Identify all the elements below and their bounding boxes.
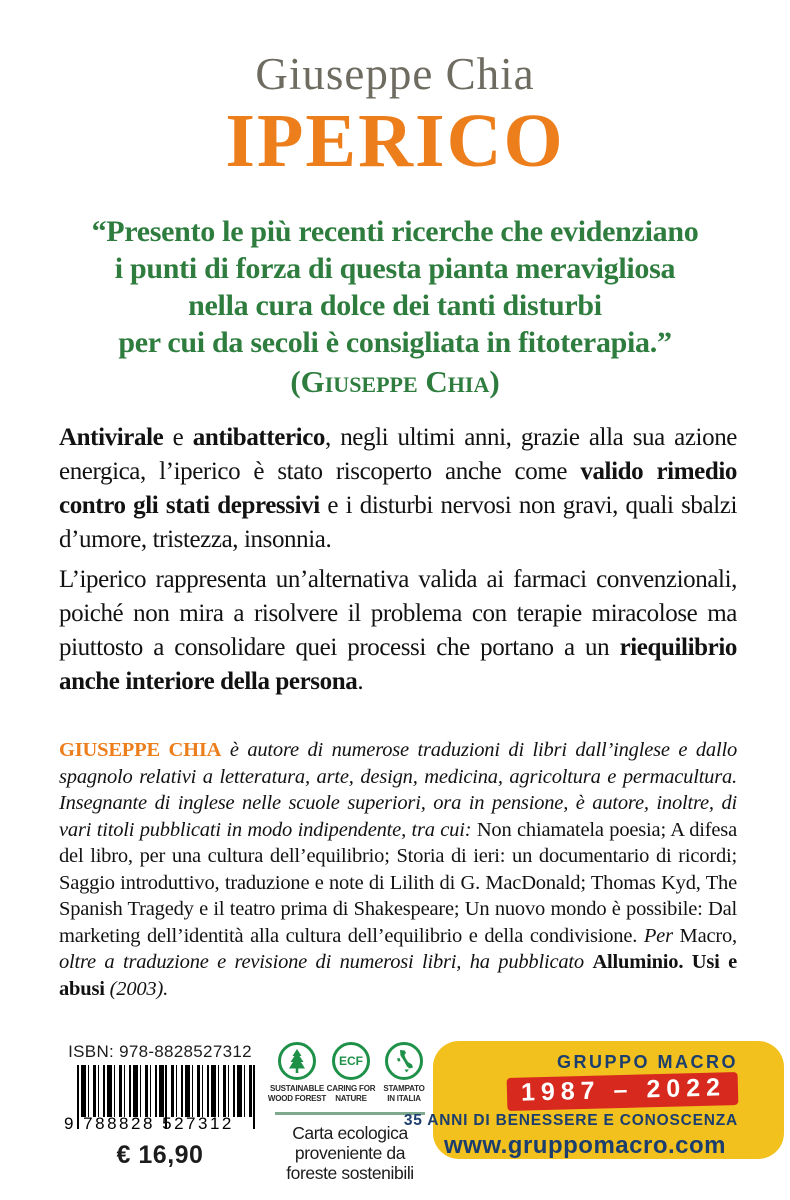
eco-note: [274, 1123, 426, 1183]
eco-note-line: proveniente da: [294, 1143, 406, 1163]
paragraph-iperico-alternativa: [59, 563, 737, 699]
book-title: IPERICO: [225, 99, 565, 183]
text-segment: e: [163, 424, 193, 451]
author-name: Giuseppe Chia: [255, 49, 535, 99]
cover-quote: [30, 213, 760, 361]
isbn-label: ISBN: 978-8828527312: [68, 1042, 252, 1061]
ecf-label: ECF: [339, 1054, 363, 1068]
quote-line: i punti di forza di questa pianta meravigliosa: [114, 252, 676, 285]
quote-line: “Presento le più recenti ricerche che evidenziano: [91, 215, 699, 248]
text-segment: , negli ultimi anni, grazie alla sua azione energica, l’iperico è stato riscoperto anche come: [59, 424, 738, 485]
publisher-tagline: 35 ANNI DI BENESSERE E CONOSCENZA: [403, 1112, 738, 1129]
badge-label-line: WOOD FOREST: [267, 1093, 327, 1103]
price: € 16,90: [116, 1141, 204, 1169]
eco-badge-label: [268, 1084, 326, 1103]
isbn-block: [60, 1042, 260, 1170]
badge-label-line: CARING FOR: [326, 1084, 376, 1093]
eco-badge-ecf: [328, 1042, 374, 1103]
eco-badge-row: [267, 1042, 426, 1103]
ecf-icon: [332, 1042, 370, 1080]
text-segment: e i disturbi nervosi non gravi, quali sbalzi d’umore, tristezza, insonnia.: [59, 492, 737, 553]
text-segment: Alluminio. Usi e abusi: [59, 951, 738, 1000]
badge-label-line: IN ITALIA: [387, 1093, 421, 1103]
barcode-digits: 9 788828 527312: [64, 1114, 234, 1133]
eco-badge-label: [383, 1084, 424, 1103]
text-segment: Non chiamatela poesia; A difesa del libro, per una cultura dell’equilibrio; Storia di ieri: un documentario di ricordi; Saggio introduttivo, traduzione e note di Lilith di G. MacDonald; Thomas Kyd, The Spanish Tragedy e il teatro prima di Shakespeare; Un nuovo mondo è possibile: Dal marketing dell’identità alla cultura dell’equilibrio e della condivisione.: [59, 818, 737, 947]
text-segment: oltre a traduzione e revisione di numerosi libri, ha pubblicato: [59, 951, 593, 973]
tree-icon: [278, 1042, 316, 1080]
publisher-website: www.gruppomacro.com: [444, 1132, 726, 1159]
text-segment: antibatterico: [192, 424, 325, 451]
eco-badge-label: [327, 1084, 376, 1103]
quote-attribution: (Giuseppe Chia): [290, 364, 500, 399]
badge-label-line: STAMPATO: [383, 1084, 425, 1093]
text-segment: riequilibrio anche interiore della persona: [59, 634, 737, 695]
eco-note-line: foreste sostenibili: [286, 1163, 414, 1183]
text-segment: valido rimedio contro gli stati depressivi: [59, 458, 737, 519]
text-segment: Macro,: [679, 924, 737, 947]
text-segment: (2003).: [109, 977, 169, 1000]
quote-line: nella cura dolce dei tanti disturbi: [188, 289, 602, 322]
author-bio: [59, 737, 737, 1002]
text-segment: .: [357, 668, 364, 695]
text-segment: Antivirale: [59, 424, 164, 451]
eco-divider: [275, 1112, 425, 1115]
eco-note-line: Carta ecologica: [292, 1123, 408, 1143]
paragraph-antivirale: [59, 421, 737, 557]
text-segment: è autore di numerose traduzioni di libri dall’inglese e dallo spagnolo relativi a letteratura, arte, design, medicina, agricoltura e permacultura. Insegnante di inglese nelle scuole superiori, ora in pensione, è autore, inoltre, di vari titoli pubblicati in modo indipendente, tra cui:: [59, 739, 738, 841]
publisher-name: GRUPPO MACRO: [556, 1052, 738, 1072]
eco-badge-sustainable: [267, 1042, 327, 1103]
badge-label-line: NATURE: [335, 1093, 367, 1103]
badge-label-line: SUSTAINABLE: [269, 1084, 325, 1093]
text-segment: L’iperico rappresenta un’alternativa valida ai farmaci convenzionali, poiché non mira a risolvere il problema con terapie miracolose ma piuttosto a consolidare quei processi che portano a un: [59, 566, 737, 661]
eco-badge-italy: [382, 1042, 426, 1103]
barcode: [64, 1065, 256, 1137]
quote-line: per cui da secoli è consigliata in fitoterapia.”: [118, 326, 672, 359]
text-segment: Per: [643, 924, 680, 947]
bio-author-name: GIUSEPPE CHIA: [59, 739, 222, 761]
publisher-anniversary-years: 1987 – 2022: [507, 1072, 739, 1111]
italy-icon: [385, 1042, 423, 1080]
